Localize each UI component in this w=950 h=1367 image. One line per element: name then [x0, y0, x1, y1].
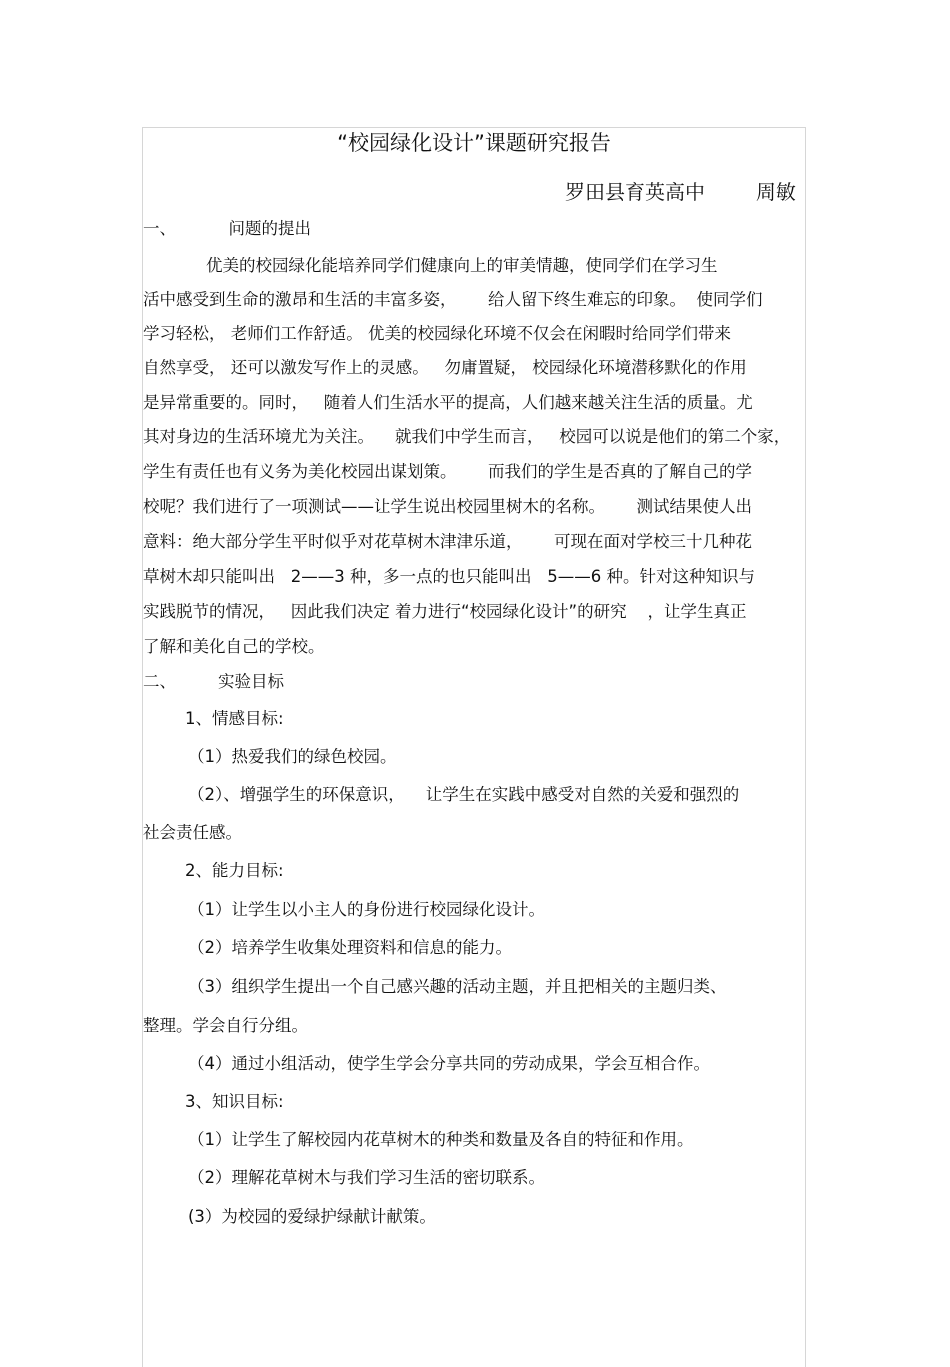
paragraph-line: 学习轻松， 老师们工作舒适。 优美的校园绿化环境不仅会在闲暇时给同学们带来 — [143, 324, 731, 343]
paragraph-line: 活中感受到生命的激昂和生活的丰富多姿， 给人留下终生难忘的印象。 使同学们 — [143, 290, 763, 309]
list-item: (3）为校园的爱绿护绿献计献策。 — [188, 1207, 436, 1226]
list-item: （3）组织学生提出一个自己感兴趣的活动主题，并且把相关的主题归类、 — [188, 977, 727, 996]
subheading: 2、能力目标: — [185, 861, 284, 880]
paragraph-line: 实践脱节的情况， 因此我们决定 着力进行“校园绿化设计”的研究 ，让学生真正 — [143, 602, 747, 621]
list-item: （2）培养学生收集处理资料和信息的能力。 — [188, 938, 512, 957]
paragraph-line: 自然享受， 还可以激发写作上的灵感。 勿庸置疑， 校园绿化环境潜移默化的作用 — [143, 358, 747, 377]
paragraph-line: 是异常重要的。同时， 随着人们生活水平的提高，人们越来越关注生活的质量。尤 — [143, 393, 753, 412]
author-line: 罗田县育英高中 周敏 — [565, 180, 796, 204]
list-item: （2）、增强学生的环保意识， 让学生在实践中感受对自然的关爱和强烈的 — [188, 785, 740, 804]
section-heading-1: 一、 问题的提出 — [143, 219, 311, 238]
page-title: “校园绿化设计”课题研究报告 — [337, 131, 611, 155]
list-item: （1）让学生以小主人的身份进行校园绿化设计。 — [188, 900, 545, 919]
paragraph-line: 校呢？我们进行了一项测试——让学生说出校园里树木的名称。 测试结果使人出 — [143, 497, 752, 516]
list-item: （1）热爱我们的绿色校园。 — [188, 747, 397, 766]
list-item: （2）理解花草树木与我们学习生活的密切联系。 — [188, 1168, 545, 1187]
list-item-continuation: 社会责任感。 — [143, 823, 242, 842]
paragraph-line: 学生有责任也有义务为美化校园出谋划策。 而我们的学生是否真的了解自己的学 — [143, 462, 752, 481]
list-item: （4）通过小组活动，使学生学会分享共同的劳动成果，学会互相合作。 — [188, 1054, 710, 1073]
paragraph-line: 其对身边的生活环境尤为关注。 就我们中学生而言， 校园可以说是他们的第二个家， — [143, 427, 791, 446]
paragraph-line: 优美的校园绿化能培养同学们健康向上的审美情趣，使同学们在学习生 — [143, 256, 718, 275]
paragraph-line: 了解和美化自己的学校。 — [143, 637, 325, 656]
subheading: 3、知识目标: — [185, 1092, 284, 1111]
list-item-continuation: 整理。学会自行分组。 — [143, 1016, 308, 1035]
paragraph-line: 意料：绝大部分学生平时似乎对花草树木津津乐道， 可现在面对学校三十几种花 — [143, 532, 752, 551]
section-heading-2: 二、 实验目标 — [143, 672, 284, 691]
paragraph-line: 草树木却只能叫出 2——3 种，多一点的也只能叫出 5——6 种。针对这种知识与 — [143, 567, 755, 586]
list-item: （1）让学生了解校园内花草树木的种类和数量及各自的特征和作用。 — [188, 1130, 694, 1149]
subheading: 1、情感目标: — [185, 709, 284, 728]
